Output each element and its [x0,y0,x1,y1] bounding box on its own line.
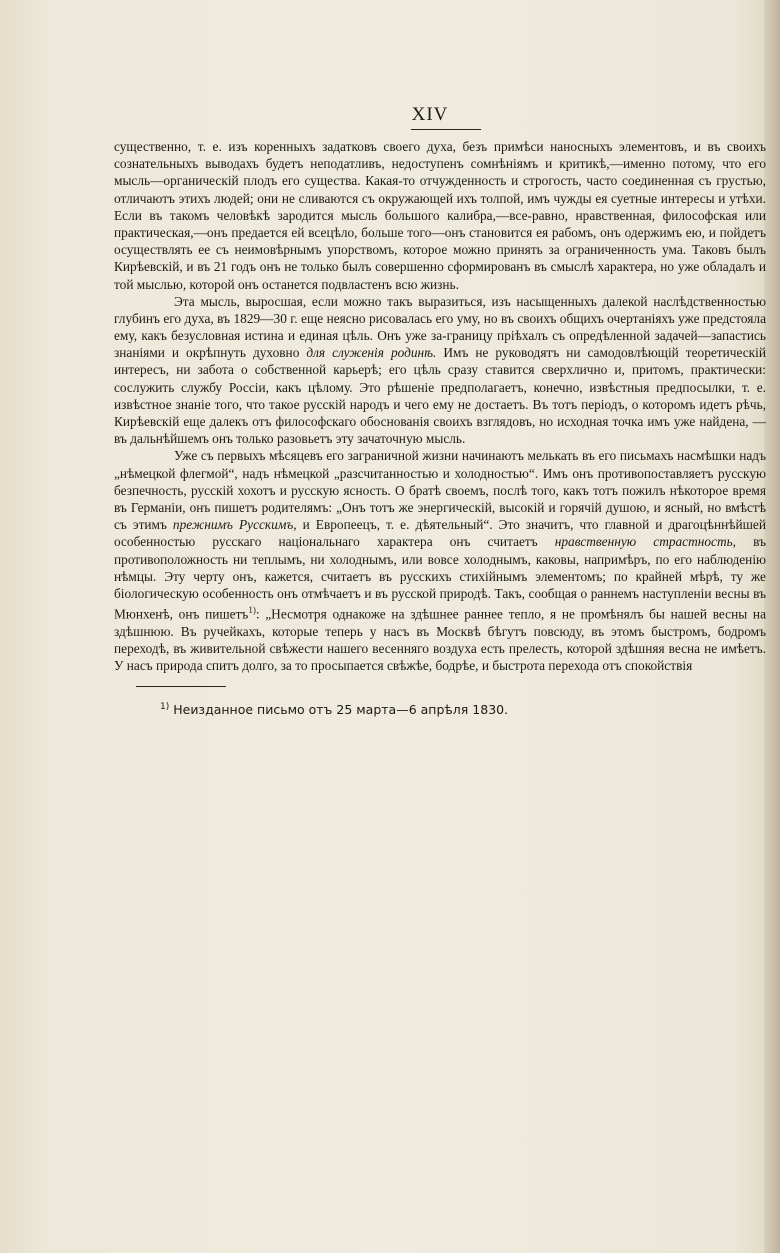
body-text [114,138,766,674]
paragraph-2-text-b: Имъ не руководятъ ни самодовлѣющій теоретическій интересъ, ни забота о собственной карьерѣ; его цѣль сразу ставится сверхлично и, притомъ, практически: сослужить службу Россіи, какъ цѣлому. Это рѣшеніе предполагаетъ, конечно, извѣстныя предпосылки, т. е. извѣстное знаніе того, что такое русскій народъ и чего ему не достаетъ. Въ тотъ періодъ, о которомъ идетъ рѣчь, Кирѣевскій еще далекъ отъ философскаго обоснованія своихъ взглядовъ, но исходная точка имъ уже найдена, — въ дальнѣйшемъ онъ только разовьетъ эту зачаточную мысль. [114,345,766,447]
paragraph-3-text-c: въ противоположность ни теплымъ, ни холоднымъ, или вовсе холоднымъ, каковы, напримѣръ, по его наблюденію нѣмцы. Эту черту онъ, кажется, считаетъ въ русскихъ стихійнымъ элементомъ; по крайней мѣрѣ, ту же біологическую особенность онъ отмѣчаетъ и въ русской природѣ. Такъ, сообщая о раннемъ наступленіи весны въ Мюнхенѣ, онъ пишетъ [114,534,766,622]
page-number: XIV [411,104,449,125]
paragraph-3-italic-b: нравственную страстность, [554,534,737,550]
paragraph-3-text-d: : „Несмотря однакоже на здѣшнее раннее тепло, я не промѣнялъ бы нашей весны на здѣшнюю. Въ ручейкахъ, которые теперь у насъ въ Москвѣ бѣгутъ повсюду, въ этомъ быстромъ, бодромъ переходѣ, въ живительной свѣжести нашего весенняго воздуха есть прелесть, которой здѣшняя весна не имѣетъ. У насъ природа спитъ долго, за то просыпается свѣжѣе, бодрѣе, и быстрота перехода отъ спокойствія [114,606,766,674]
paragraph-3-text-b: и Европеецъ, т. е. дѣятельный“. Это значитъ, что главной и драгоцѣннѣйшей особенностью русскаго національнаго характера онъ считаетъ [114,517,766,550]
footnote-rule [136,686,226,687]
paragraph-2-text-a: Эта мысль, выросшая, если можно такъ выразиться, изъ насыщенныхъ далекой наслѣдственностью глубинъ его духа, въ 1829—30 г. еще неясно рисовалась его уму, но въ своихъ общихъ очертаніяхъ уже предстояла ему, какъ безусловная истина и единая цѣль. Онъ уже за-границу пріѣхалъ съ опредѣленной задачей—запастись знаніями и окрѣпнуть духовно [114,293,766,361]
page-edge-shadow [764,0,780,1253]
paragraph-3 [114,447,766,674]
paragraph-1: существенно, т. е. изъ коренныхъ задатковъ своего духа, безъ примѣси наносныхъ элементовъ, и въ своихъ сознательныхъ выводахъ будетъ неподатливъ, недоступенъ сомнѣніямъ и критикѣ,—именно потому, что его мысль—органическій плодъ его существа. Какая-то отчужденность и строгость, часто соединенная съ грустью, отличаютъ этихъ людей; они не сливаются съ окружающей ихъ толпой, имъ чужды ея суетные интересы и утѣхи. Если въ такомъ человѣкѣ зародится мысль большого калибра,—все-равно, нравственная, философская или практическая,—онъ предается ей всецѣло, больше того—онъ становится ея рабомъ, онъ одержимъ ею, и пойдетъ осуществлять ее съ неимовѣрнымъ упорствомъ, которое можно принять за ограниченность ума. Таковъ былъ Кирѣевскій, и въ 21 годъ онъ не только былъ совершенно сформированъ въ смыслѣ характера, но уже обладалъ и той мыслью, которой онъ останется подвластенъ всю жизнь. [114,139,766,292]
footnote-text: Неизданное письмо отъ 25 марта—6 апрѣля 1830. [169,702,509,718]
paragraph-2-italic-a: для служенія родинѣ. [306,345,437,361]
footnote-mark: 1) [160,702,170,712]
page-number-rule [411,129,481,130]
footnote [160,702,508,717]
paragraph-3-text-a: Уже съ первыхъ мѣсяцевъ его заграничной жизни начинаютъ мелькать въ его письмахъ насмѣшки надъ „нѣмецкой флегмой“, надъ нѣмецкой „разсчитанностью и холодностью“. Имъ онъ противопоставляетъ русскую безпечность, русскій хохотъ и русскую ясность. О братѣ своемъ, послѣ того, какъ тотъ пожилъ нѣкоторое время въ Германіи, онъ пишетъ родителямъ: „Онъ тотъ же энергическій, высокій и горячій душою, и ясный, но вмѣстѣ съ этимъ [114,448,766,533]
paragraph-2 [114,293,766,448]
footnote-reference: 1) [248,605,256,616]
paragraph-3-italic-a: прежнимъ Русскимъ, [172,517,297,533]
